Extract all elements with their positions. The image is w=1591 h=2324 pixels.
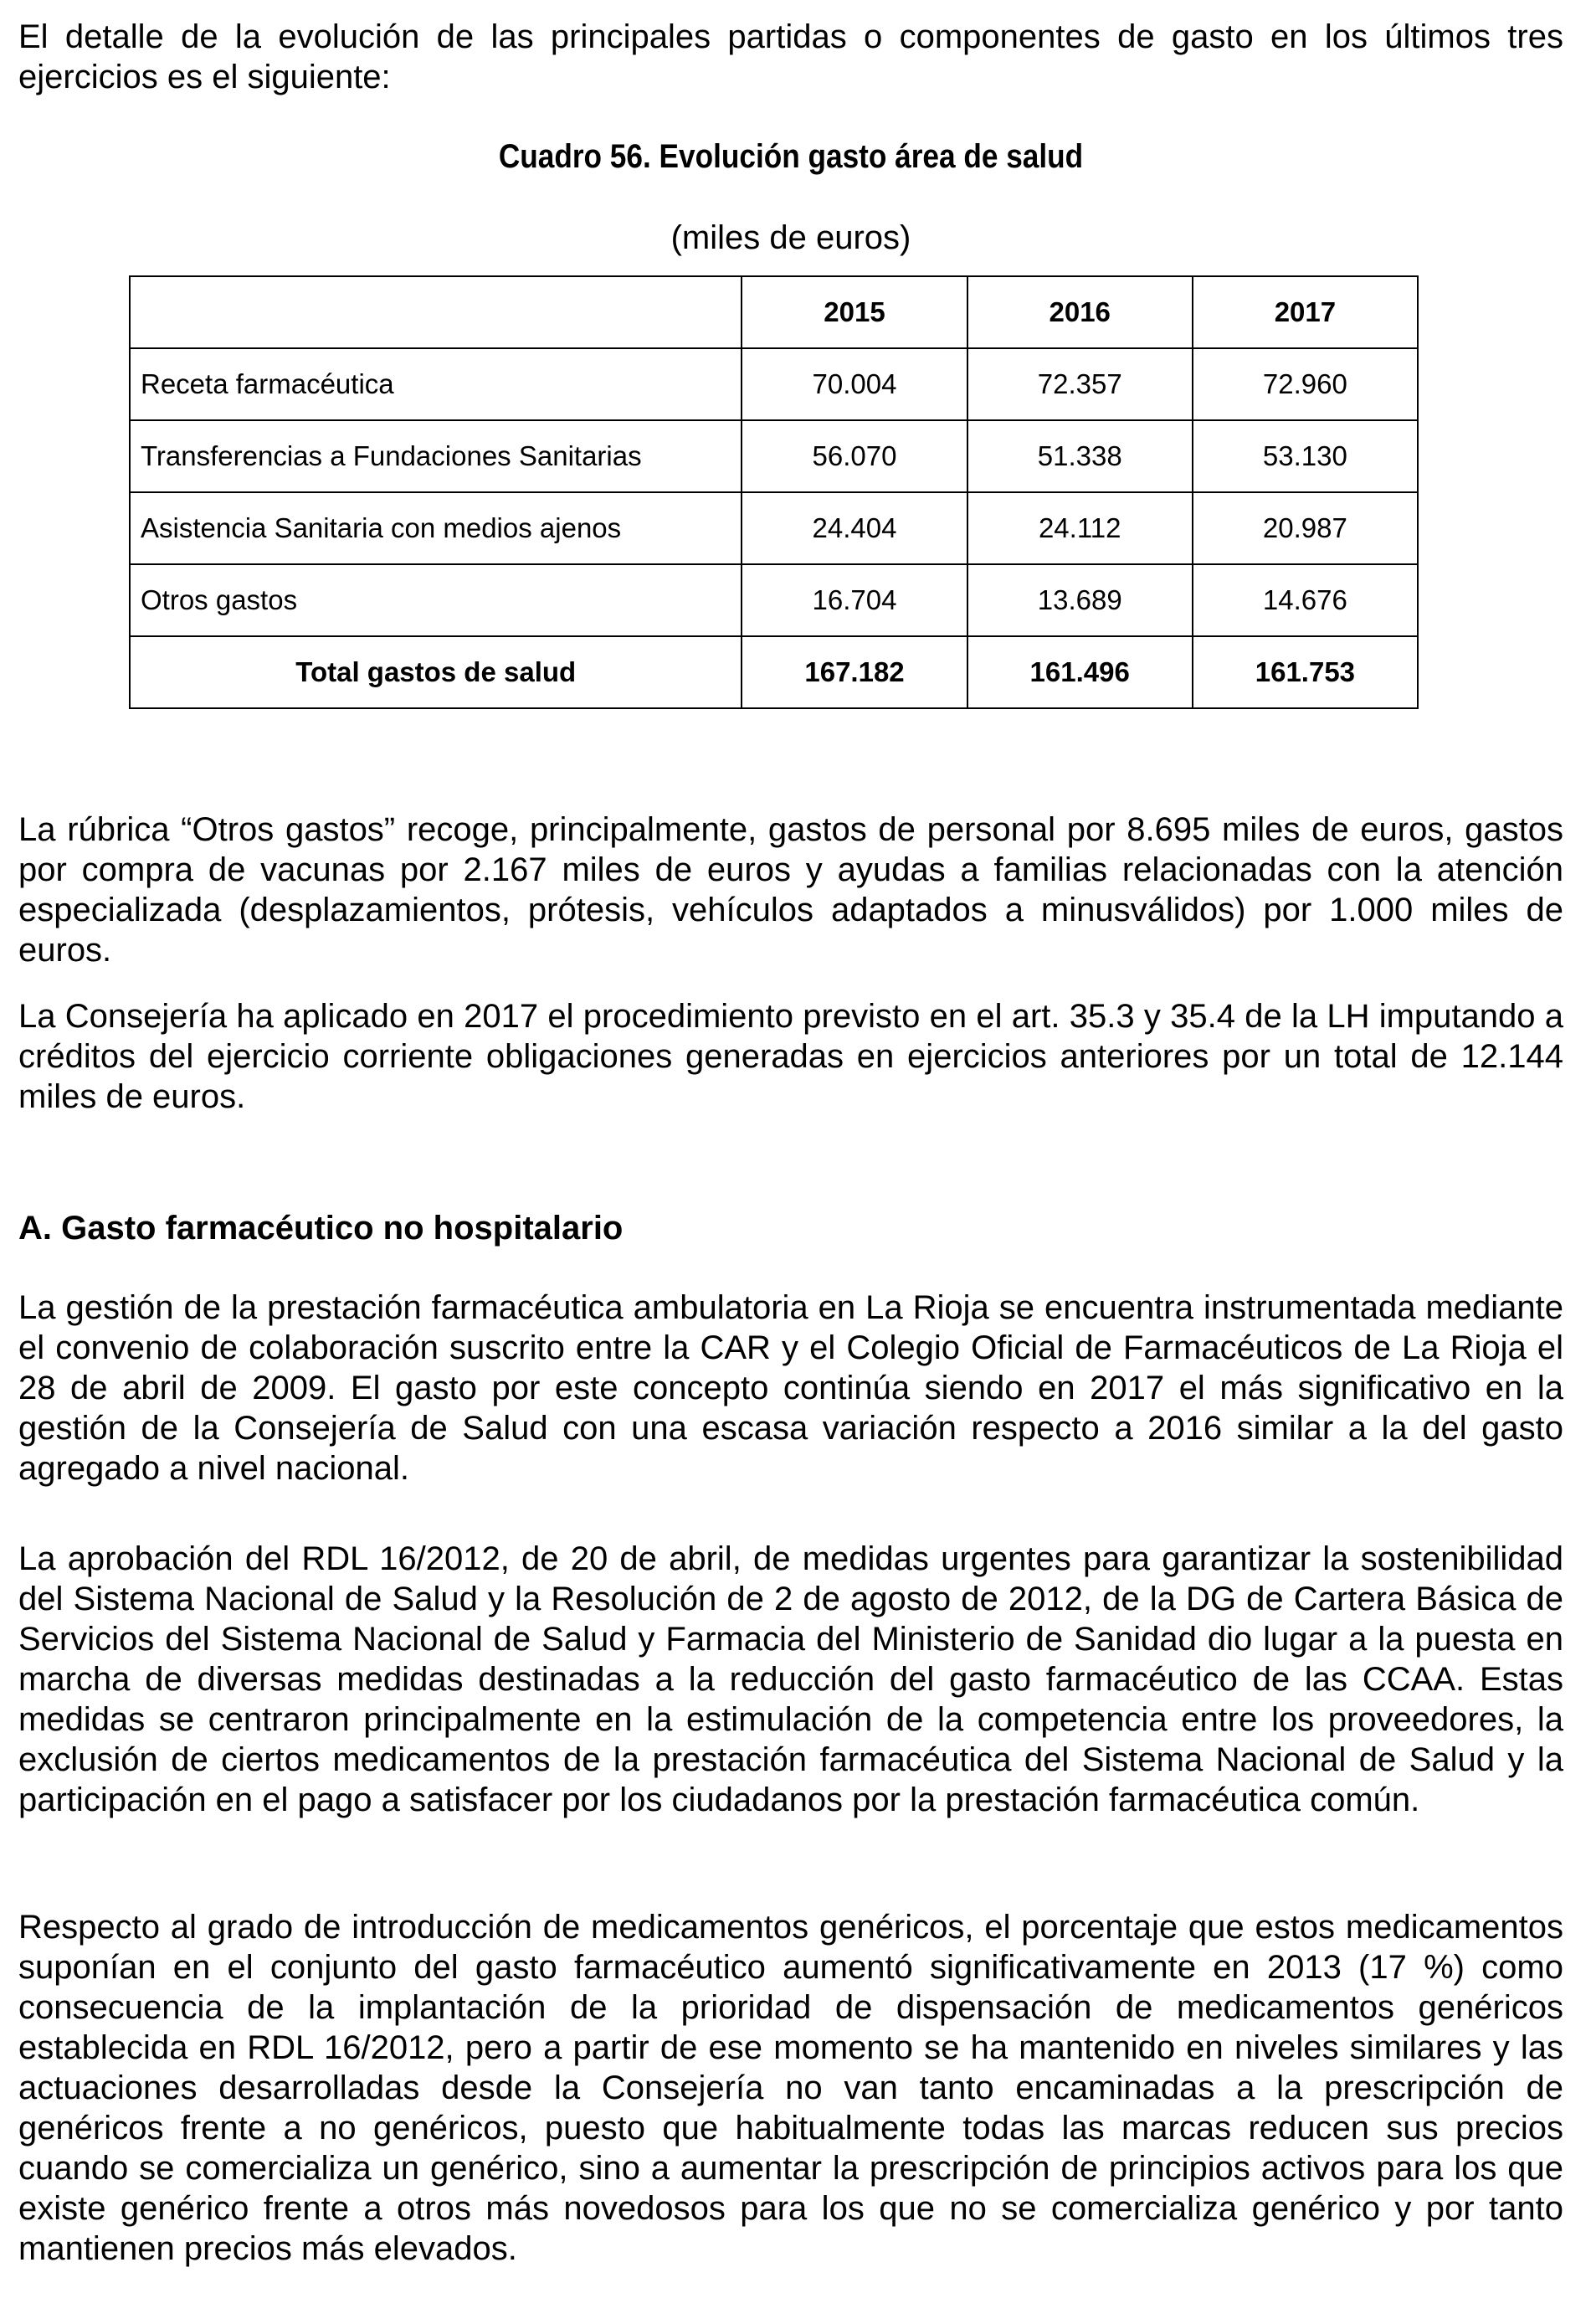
table-caption-title: Cuadro 56. Evolución gasto área de salud: [498, 138, 1084, 175]
paragraph-rdl: La aprobación del RDL 16/2012, de 20 de abril, de medidas urgentes para garantizar la sostenibilidad del Sistema Nacional de Salud y la Resolución de 2 de agosto de 2012, de la DG de Cartera Básica de Servicios del Sistema Nacional de Salud y Farmacia del Ministerio de Sanidad dio lugar a la puesta en marcha de diversas medidas destinadas a la reducción del gasto farmacéutico de las CCAA. Estas medidas se centraron principalmente en la estimulación de la competencia entre los proveedores, la exclusión de ciertos medicamentos de la prestación farmacéutica del Sistema Nacional de Salud y la participación en el pago a satisfacer por los ciudadanos por la prestación farmacéutica común.: [18, 1540, 1563, 1818]
value-2017: 72.960: [1193, 348, 1418, 420]
row-label: Receta farmacéutica: [130, 348, 742, 420]
table-row: [130, 420, 1418, 492]
paragraph-gestion: La gestión de la prestación farmacéutica ambulatoria en La Rioja se encuentra instrumentada mediante el convenio de colaboración suscrito entre la CAR y el Colegio Oficial de Farmacéuticos de La Rioja el 28 de abril de 2009. El gasto por este concepto continúa siendo en 2017 el más significativo en la gestión de la Consejería de Salud con una escasa variación respecto a 2016 similar a la del gasto agregado a nivel nacional.: [18, 1289, 1563, 1487]
row-label: Transferencias a Fundaciones Sanitarias: [130, 420, 742, 492]
table-header-row: [130, 276, 1418, 348]
value-2016: 24.112: [967, 492, 1193, 564]
value-2016: 72.357: [967, 348, 1193, 420]
value-2017: 14.676: [1193, 564, 1418, 636]
health-expense-table: [129, 275, 1419, 709]
row-label: Asistencia Sanitaria con medios ajenos: [130, 492, 742, 564]
table-total-row: [130, 636, 1418, 708]
intro-paragraph: El detalle de la evolución de las principales partidas o componentes de gasto en los últimos tres ejercicios es el siguiente:: [18, 18, 1563, 95]
table-row: [130, 492, 1418, 564]
value-2015: 24.404: [742, 492, 967, 564]
paragraph-otros-gastos: La rúbrica “Otros gastos” recoge, principalmente, gastos de personal por 8.695 miles de euros, gastos por compra de vacunas por 2.167 miles de euros y ayudas a familias relacionadas con la atención especializada (desplazamientos, prótesis, vehículos adaptados a minusválidos) por 1.000 miles de euros.: [18, 811, 1563, 969]
table-caption-units: (miles de euros): [670, 219, 911, 256]
header-cell-blank: [130, 276, 742, 348]
value-2015: 70.004: [742, 348, 967, 420]
value-2015: 56.070: [742, 420, 967, 492]
value-2015: 16.704: [742, 564, 967, 636]
total-2016: 161.496: [967, 636, 1193, 708]
section-a-heading: A. Gasto farmacéutico no hospitalario: [18, 1210, 624, 1247]
total-2015: 167.182: [742, 636, 967, 708]
header-cell-2015: 2015: [742, 276, 967, 348]
value-2017: 53.130: [1193, 420, 1418, 492]
table-row: [130, 564, 1418, 636]
paragraph-consejeria: La Consejería ha aplicado en 2017 el procedimiento previsto en el art. 35.3 y 35.4 de la LH imputando a créditos del ejercicio corriente obligaciones generadas en ejercicios anteriores por un total de 12.144 miles de euros.: [18, 998, 1563, 1115]
value-2016: 51.338: [967, 420, 1193, 492]
header-cell-2016: 2016: [967, 276, 1193, 348]
row-label: Otros gastos: [130, 564, 742, 636]
paragraph-genericos: Respecto al grado de introducción de medicamentos genéricos, el porcentaje que estos medicamentos suponían en el conjunto del gasto farmacéutico aumentó significativamente en 2013 (17 %) como consecuencia de la implantación de la prioridad de dispensación de medicamentos genéricos establecida en RDL 16/2012, pero a partir de ese momento se ha mantenido en niveles similares y las actuaciones desarrolladas desde la Consejería no van tanto encaminadas a la prescripción de genéricos frente a no genéricos, puesto que habitualmente todas las marcas reducen sus precios cuando se comercializa un genérico, sino a aumentar la prescripción de principios activos para los que existe genérico frente a otros más novedosos para los que no se comercializa genérico y por tanto mantienen precios más elevados.: [18, 1909, 1563, 2267]
total-label: Total gastos de salud: [130, 636, 742, 708]
table-row: [130, 348, 1418, 420]
total-2017: 161.753: [1193, 636, 1418, 708]
header-cell-2017: 2017: [1193, 276, 1418, 348]
value-2017: 20.987: [1193, 492, 1418, 564]
value-2016: 13.689: [967, 564, 1193, 636]
